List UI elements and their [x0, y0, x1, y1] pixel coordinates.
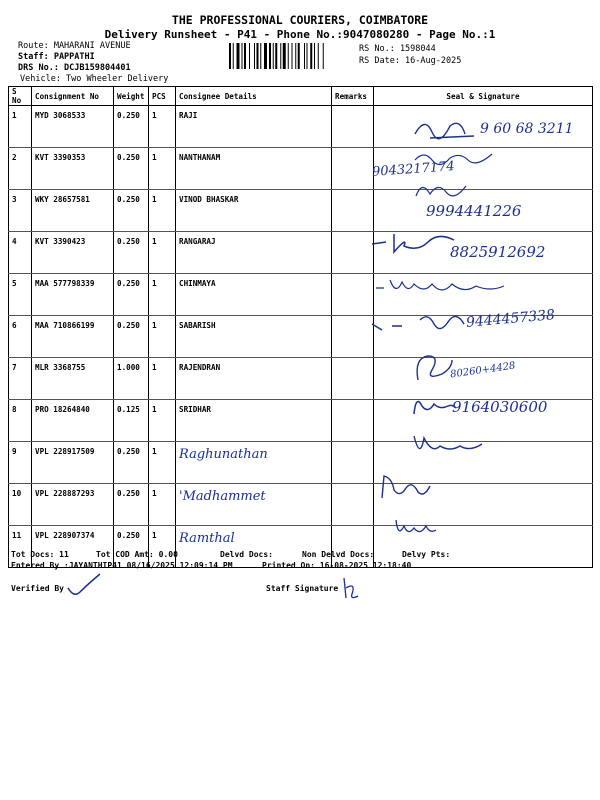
barcode	[229, 43, 354, 69]
signature-phone-1: 9 60 68 3211	[480, 121, 574, 137]
signature-scribble-1	[410, 114, 482, 144]
signature-scribble-10	[372, 470, 442, 502]
signature-scribble-8	[408, 390, 458, 418]
col-pcs: PCS	[149, 87, 176, 106]
col-seal-signature: Seal & Signature	[374, 87, 593, 106]
verified-signature	[64, 570, 104, 600]
non-delvd-docs: Non Delvd Docs:	[302, 550, 375, 559]
cell-consignment-no: VPL 228917509	[32, 442, 114, 484]
cell-sno: 1	[9, 106, 32, 148]
cell-consignee	[176, 442, 332, 484]
rs-no-label: RS No.: 1598044	[359, 44, 436, 54]
cell-pcs: 1	[149, 358, 176, 400]
cell-sno: 4	[9, 232, 32, 274]
cell-weight: 0.250	[114, 484, 149, 526]
cell-consignee: RAJI	[176, 106, 332, 148]
handwritten-consignee: Raghunathan	[179, 447, 268, 462]
cell-consignment-no: VPL 228887293	[32, 484, 114, 526]
table-row	[9, 484, 593, 526]
cell-remarks	[332, 484, 374, 526]
runsheet-subtitle: Delivery Runsheet - P41 - Phone No.:9047080280 - Page No.:1	[104, 28, 496, 41]
signature-scribble-11	[390, 512, 440, 540]
tot-docs: Tot Docs: 11	[11, 550, 69, 559]
cell-consignment-no: MAA 577798339	[32, 274, 114, 316]
cell-weight: 0.250	[114, 106, 149, 148]
cell-consignee: RAJENDRAN	[176, 358, 332, 400]
signature-scribble-5	[372, 274, 522, 298]
cell-consignee: VINOD BHASKAR	[176, 190, 332, 232]
col-weight: Weight	[114, 87, 149, 106]
cell-remarks	[332, 106, 374, 148]
cell-weight: 0.125	[114, 400, 149, 442]
signature-phone-6: 9444457338	[465, 307, 556, 331]
cell-sno: 6	[9, 316, 32, 358]
cell-remarks	[332, 442, 374, 484]
staff-label: Staff: PAPPATHI	[18, 52, 95, 62]
cell-sno: 8	[9, 400, 32, 442]
cell-pcs: 1	[149, 232, 176, 274]
drs-label: DRS No.: DCJB159804401	[18, 63, 131, 73]
cell-sno: 3	[9, 190, 32, 232]
cell-consignment-no: KVT 3390423	[32, 232, 114, 274]
cell-pcs: 1	[149, 400, 176, 442]
cell-sno: 7	[9, 358, 32, 400]
cell-consignment-no: MAA 710866199	[32, 316, 114, 358]
cell-consignment-no: MLR 3368755	[32, 358, 114, 400]
signature-phone-8: 9164030600	[452, 398, 548, 416]
cell-consignee: SABARISH	[176, 316, 332, 358]
cell-weight: 0.250	[114, 232, 149, 274]
cell-consignee	[176, 484, 332, 526]
rs-date-label: RS Date: 16-Aug-2025	[359, 56, 462, 66]
signature-phone-3: 9994441226	[426, 202, 522, 220]
cell-weight: 0.250	[114, 526, 149, 568]
printed-on: Printed On: 16-08-2025 12:18:40	[262, 561, 412, 570]
cell-consignment-no: PRO 18264840	[32, 400, 114, 442]
cell-pcs: 1	[149, 190, 176, 232]
cell-pcs: 1	[149, 106, 176, 148]
cell-consignee: RANGARAJ	[176, 232, 332, 274]
cell-sno: 2	[9, 148, 32, 190]
signature-phone-2: 9043217174	[371, 159, 456, 180]
cell-pcs: 1	[149, 274, 176, 316]
cell-pcs: 1	[149, 442, 176, 484]
cell-pcs: 1	[149, 526, 176, 568]
verified-by-label: Verified By	[11, 584, 64, 593]
cell-pcs: 1	[149, 316, 176, 358]
signature-scribble-4	[368, 230, 458, 256]
cell-consignment-no: WKY 28657581	[32, 190, 114, 232]
signature-scribble-9	[410, 430, 490, 458]
staff-signature-mark	[338, 574, 362, 602]
signature-phone-7: 80260+4428	[449, 360, 517, 381]
cell-consignee: SRIDHAR	[176, 400, 332, 442]
table-row	[9, 148, 593, 190]
cell-weight: 0.250	[114, 316, 149, 358]
entered-by: Entered By :JAYANTHIP41 08/16/2025 12:09:14 PM	[11, 561, 233, 570]
col-remarks: Remarks	[332, 87, 374, 106]
delvy-pts: Delvy Pts:	[402, 550, 451, 559]
cell-consignment-no: VPL 228907374	[32, 526, 114, 568]
table-header-row	[9, 87, 593, 106]
vehicle-label: Vehicle: Two Wheeler Delivery	[20, 74, 169, 84]
cell-sno: 10	[9, 484, 32, 526]
cell-weight: 0.250	[114, 274, 149, 316]
cell-sno: 5	[9, 274, 32, 316]
cell-remarks	[332, 400, 374, 442]
cell-sno: 9	[9, 442, 32, 484]
delvd-docs: Delvd Docs:	[220, 550, 273, 559]
cell-weight: 0.250	[114, 190, 149, 232]
cell-consignment-no: MYD 3068533	[32, 106, 114, 148]
signature-scribble-6	[368, 310, 468, 340]
cell-sno: 11	[9, 526, 32, 568]
cell-weight: 1.000	[114, 358, 149, 400]
cell-pcs: 1	[149, 484, 176, 526]
table-row	[9, 442, 593, 484]
col-consignee: Consignee Details	[176, 87, 332, 106]
signature-scribble-3	[412, 178, 472, 202]
cell-consignee: CHINMAYA	[176, 274, 332, 316]
cell-remarks	[332, 358, 374, 400]
cell-consignment-no: KVT 3390353	[32, 148, 114, 190]
cell-remarks	[332, 190, 374, 232]
signature-phone-4: 8825912692	[450, 243, 546, 261]
cell-weight: 0.250	[114, 442, 149, 484]
cell-remarks	[332, 148, 374, 190]
tot-cod-amt: Tot COD Amt: 0.00	[96, 550, 178, 559]
cell-weight: 0.250	[114, 148, 149, 190]
col-consignment: Consignment No	[32, 87, 114, 106]
staff-signature-label: Staff Signature	[266, 584, 339, 593]
route-label: Route: MAHARANI AVENUE	[18, 41, 131, 51]
handwritten-consignee: 'Madhammet	[179, 489, 266, 504]
cell-pcs: 1	[149, 148, 176, 190]
handwritten-consignee: Ramthal	[179, 531, 235, 546]
company-title: THE PROFESSIONAL COURIERS, COIMBATORE	[171, 13, 429, 27]
cell-consignee: NANTHANAM	[176, 148, 332, 190]
signature-scribble-2	[412, 148, 502, 168]
col-sno: S No	[9, 87, 32, 106]
